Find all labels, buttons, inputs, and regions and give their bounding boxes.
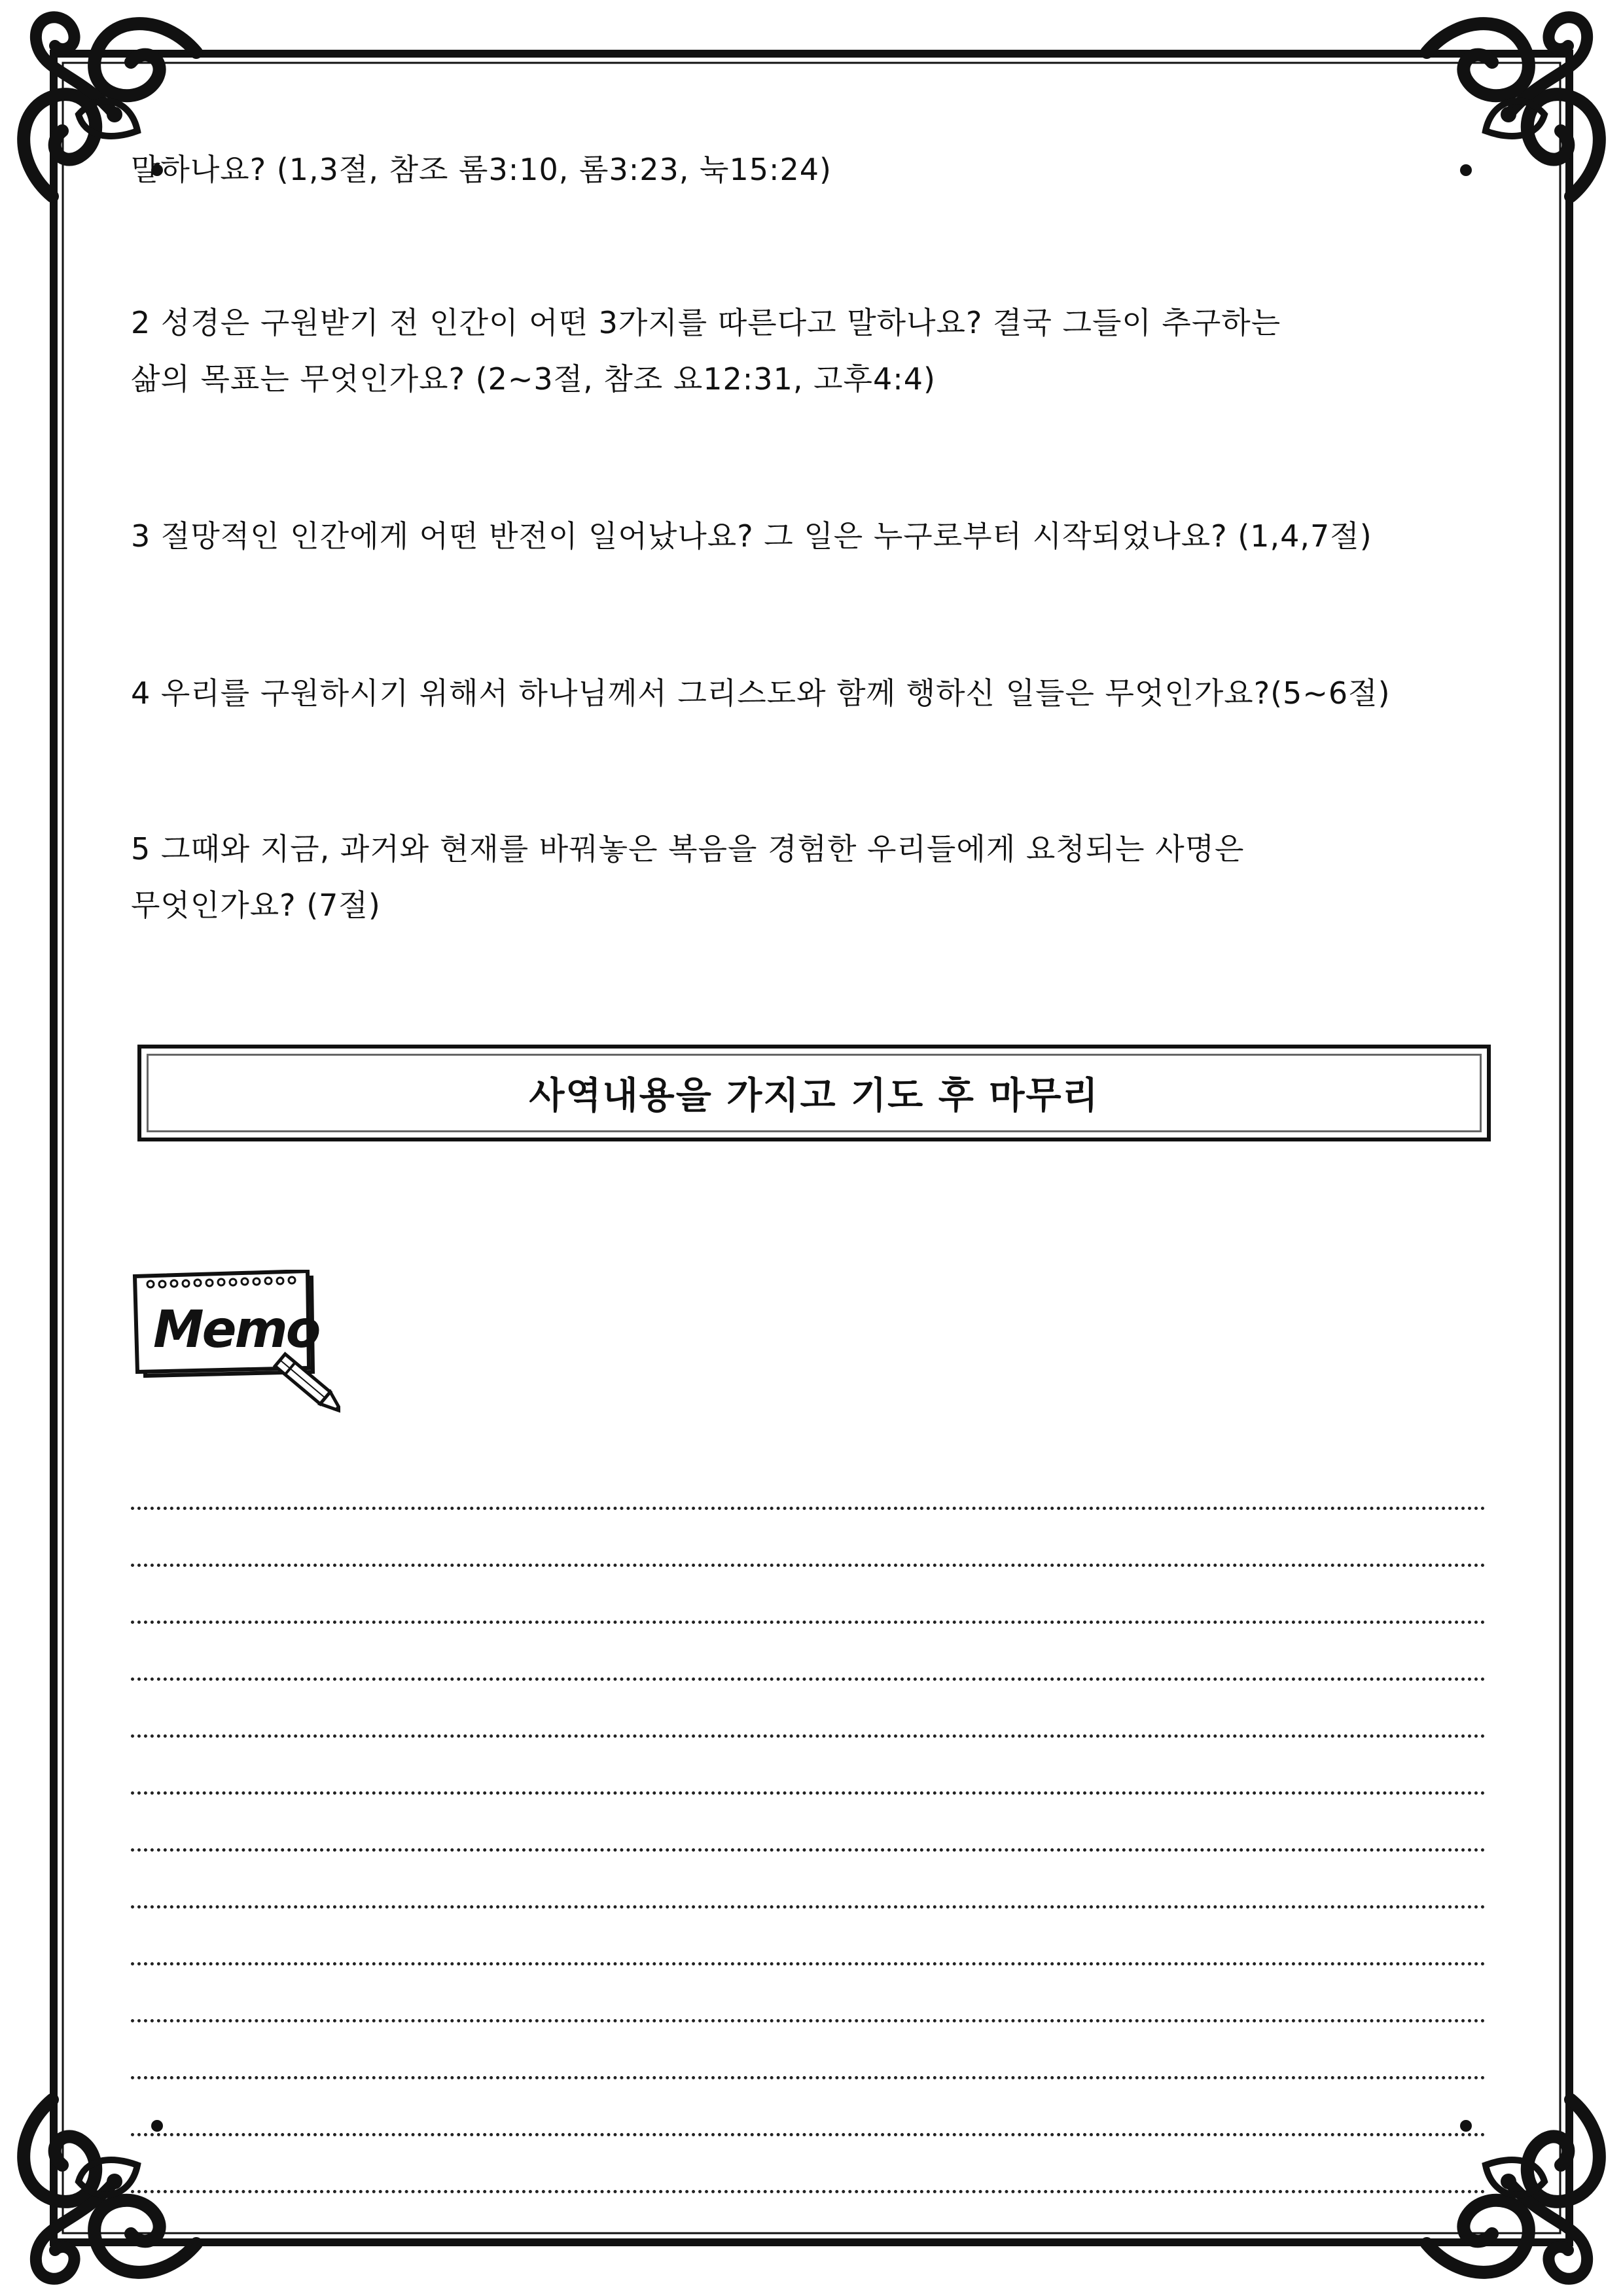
memo-line — [131, 1738, 1486, 1795]
section-title-box — [137, 1045, 1491, 1141]
memo-note-icon — [131, 1270, 340, 1427]
question-4 — [131, 665, 1479, 721]
memo-line — [131, 1510, 1486, 1567]
memo-line — [131, 2079, 1486, 2136]
memo-line — [131, 1453, 1486, 1510]
memo-line — [131, 1681, 1486, 1738]
memo-line — [131, 1909, 1486, 1965]
memo-line — [131, 2022, 1486, 2079]
question-line: 말하나요? (1,3절, 참조 롬3:10, 롬3:23, 눅15:24) — [131, 152, 832, 187]
question-5 — [131, 821, 1479, 933]
memo-writing-lines — [131, 1453, 1486, 2193]
memo-line — [131, 1567, 1486, 1624]
memo-line — [131, 1624, 1486, 1681]
question-line: 4 우리를 구원하시기 위해서 하나님께서 그리스도와 함께 행하신 일들은 무엇인가요?(5~6절) — [131, 675, 1391, 711]
section-title: 사역내용을 가지고 기도 후 마무리 — [147, 1054, 1482, 1132]
question-2 — [131, 295, 1479, 407]
question-line: 3 절망적인 인간에게 어떤 반전이 일어났나요? 그 일은 누구로부터 시작되었나요? (1,4,7절) — [131, 518, 1372, 554]
memo-line — [131, 2136, 1486, 2193]
question-line: 삶의 목표는 무엇인가요? (2~3절, 참조 요12:31, 고후4:4) — [131, 361, 936, 397]
question-line: 무엇인가요? (7절) — [131, 888, 381, 923]
memo-line — [131, 1965, 1486, 2022]
memo-line — [131, 1852, 1486, 1909]
question-line: 2 성경은 구원받기 전 인간이 어떤 3가지를 따른다고 말하나요? 결국 그들이 추구하는 — [131, 305, 1281, 340]
memo-line — [131, 1795, 1486, 1852]
question-continuation — [131, 141, 1479, 198]
question-3 — [131, 508, 1479, 564]
question-line: 5 그때와 지금, 과거와 현재를 바꿔놓은 복음을 경험한 우리들에게 요청되는 사명은 — [131, 831, 1245, 867]
memo-label: Memo — [153, 1300, 319, 1359]
